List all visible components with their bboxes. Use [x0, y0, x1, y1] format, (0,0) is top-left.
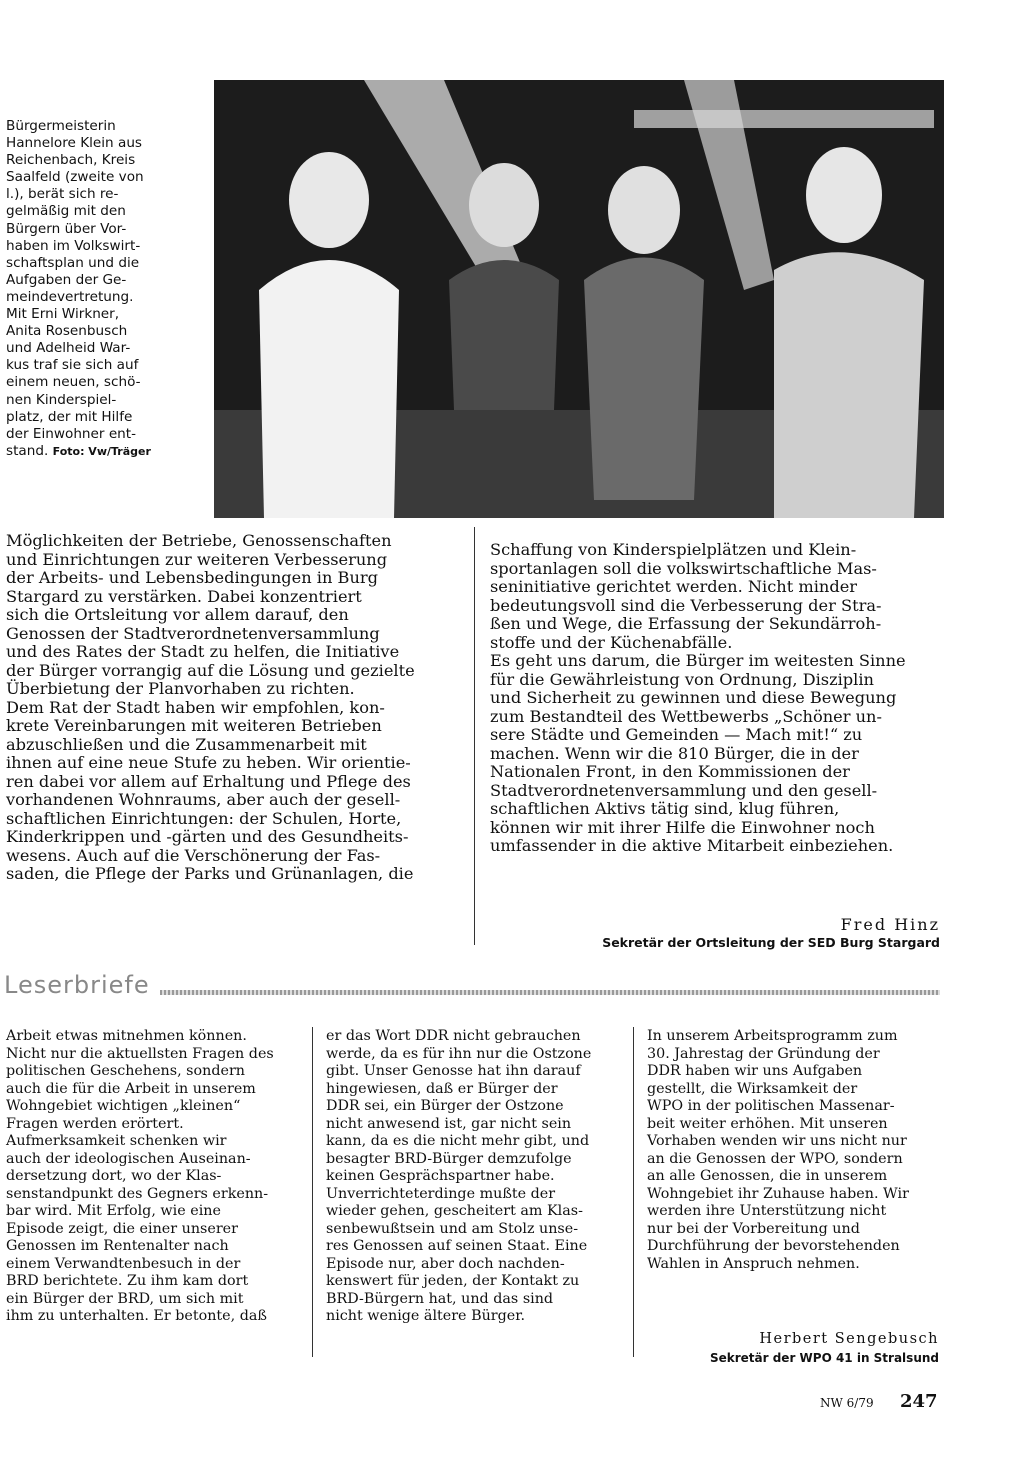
photo-credit: Foto: Vw/Träger: [52, 444, 151, 458]
letter-column-3: In unserem Arbeitsprogramm zum 30. Jahrestag der Gründung der DDR haben wir uns Aufgaben gestellt, die Wirksamkeit der WPO in der politischen Massenar- beit weiter erhöhen. Mit unseren Vorhaben wenden wir uns nicht nur an die Genossen der WPO, sondern an alle Genossen, die in unserem Wohngebiet ihr Zuhause haben. Wir werden ihre Unterstützung nicht nur bei der Vorbereitung und Durchführung der bevorstehenden Wahlen in Anspruch nehmen.: [647, 1028, 909, 1272]
column-divider: [474, 527, 475, 945]
article-column-2: Schaffung von Kinderspielplätzen und Klein- sportanlagen soll die volkswirtschaftliche Mas- seninitiative gerichtet werden. Nicht minder bedeutungsvoll sind die Verbesserung der Stra- ßen und Wege, die Erfassung der Sekundärroh- stoffe und der Küchenabfälle. Es geht uns darum, die Bürger im weitesten Sinne für die Gewährleistung von Ordnung, Disziplin und Sicherheit zu gewinnen und diese Bewegung zum Bestandteil des Wettbewerbs „Schöner un- sere Städte und Gemeinden — Mach mit!“ zu machen. Wenn wir die 810 Bürger, die in der Nationalen Front, in den Kommissionen der Stadtverordnetenversammlung und den gesell- schaftlichen Aktivs tätig sind, klug führen, können wir mit ihrer Hilfe die Einwohner noch umfassender in die aktive Mitarbeit einbeziehen.: [490, 540, 906, 855]
section-title: Leserbriefe: [4, 971, 150, 999]
page-number: 247: [900, 1391, 938, 1412]
letter-column-1: Arbeit etwas mitnehmen können. Nicht nur die aktuellsten Fragen des politischen Geschehens, sondern auch die für die Arbeit in unserem Wohngebiet wichtigen „kleinen“ Fragen werden erörtert. Aufmerksamkeit schenken wir auch der ideologischen Auseinan- dersetzung dort, wo der Klas- senstandpunkt des Gegners erkenn- bar wird. Mit Erfolg, wie eine Episode zeigt, die einer unserer Genossen im Rentenalter nach einem Verwandtenbesuch in der BRD berichtete. Zu ihm kam dort ein Bürger der BRD, um sich mit ihm zu unterhalten. Er betonte, daß: [6, 1028, 274, 1324]
issue-label: NW 6/79: [820, 1396, 874, 1410]
letter-author: Herbert Sengebusch: [759, 1331, 939, 1347]
photo-illustration: [214, 80, 944, 518]
article-column-1: Möglichkeiten der Betriebe, Genossenschaften und Einrichtungen zur weiteren Verbesserung der Arbeits- und Lebensbedingungen in Burg Stargard zu verstärken. Dabei konzentriert sich die Ortsleitung vor allem darauf, den Genossen der Stadtverordnetenversammlung und des Rates der Stadt zu helfen, die Initiative der Bürger vorrangig auf die Lösung und gezielte Überbietung der Planvorhaben zu richten. Dem Rat der Stadt haben wir empfohlen, kon- krete Vereinbarungen mit weiteren Betrieben abzuschließen und die Zusammenarbeit mit ihnen auf eine neue Stufe zu heben. Wir orientie- ren dabei vor allem auf Erhaltung und Pflege des vorhandenen Wohnraums, aber auch der gesell- schaftlichen Einrichtungen: der Schulen, Horte, Kinderkrippen und -gärten und des Gesundheits- wesens. Auch auf die Verschönerung der Fas- saden, die Pflege der Parks und Grünanlagen, die: [6, 531, 415, 883]
letter-author-role: Sekretär der WPO 41 in Stralsund: [709, 1351, 939, 1365]
article-author: Fred Hinz: [840, 915, 940, 934]
column-divider: [312, 1027, 313, 1357]
article-author-role: Sekretär der Ortsleitung der SED Burg Stargard: [602, 935, 940, 950]
article-photo: [214, 80, 944, 518]
section-rule: [160, 990, 940, 995]
photo-caption: [6, 118, 188, 460]
letter-column-2: er das Wort DDR nicht gebrauchen werde, da es für ihn nur die Ostzone gibt. Unser Genosse hat ihn darauf hingewiesen, daß er Bürger der DDR sei, ein Bürger der Ostzone nicht anwesend ist, gar nicht sein kann, da es die nicht mehr gibt, und besagter BRD-Bürger demzufolge keinen Gesprächspartner habe. Unverrichteterdinge mußte der wieder gehen, gescheitert am Klas- senbewußtsein und am Stolz unse- res Genossen auf seinen Staat. Eine Episode nur, aber doch nachden- kenswert für jeden, der Kontakt zu BRD-Bürgern hat, und das sind nicht wenige ältere Bürger.: [326, 1028, 592, 1324]
caption-text: Bürgermeisterin Hannelore Klein aus Reichenbach, Kreis Saalfeld (zweite von l.), berät sich re- gelmäßig mit den Bürgern über Vor- haben im Volkswirt- schaftsplan und die Aufgaben der Ge- meindevertretung. Mit Erni Wirkner, Anita Rosenbusch und Adelheid War- kus traf sie sich auf einem neuen, schö- nen Kinderspiel- platz, der mit Hilfe der Einwohner ent- stand.: [6, 118, 144, 459]
column-divider: [633, 1027, 634, 1357]
